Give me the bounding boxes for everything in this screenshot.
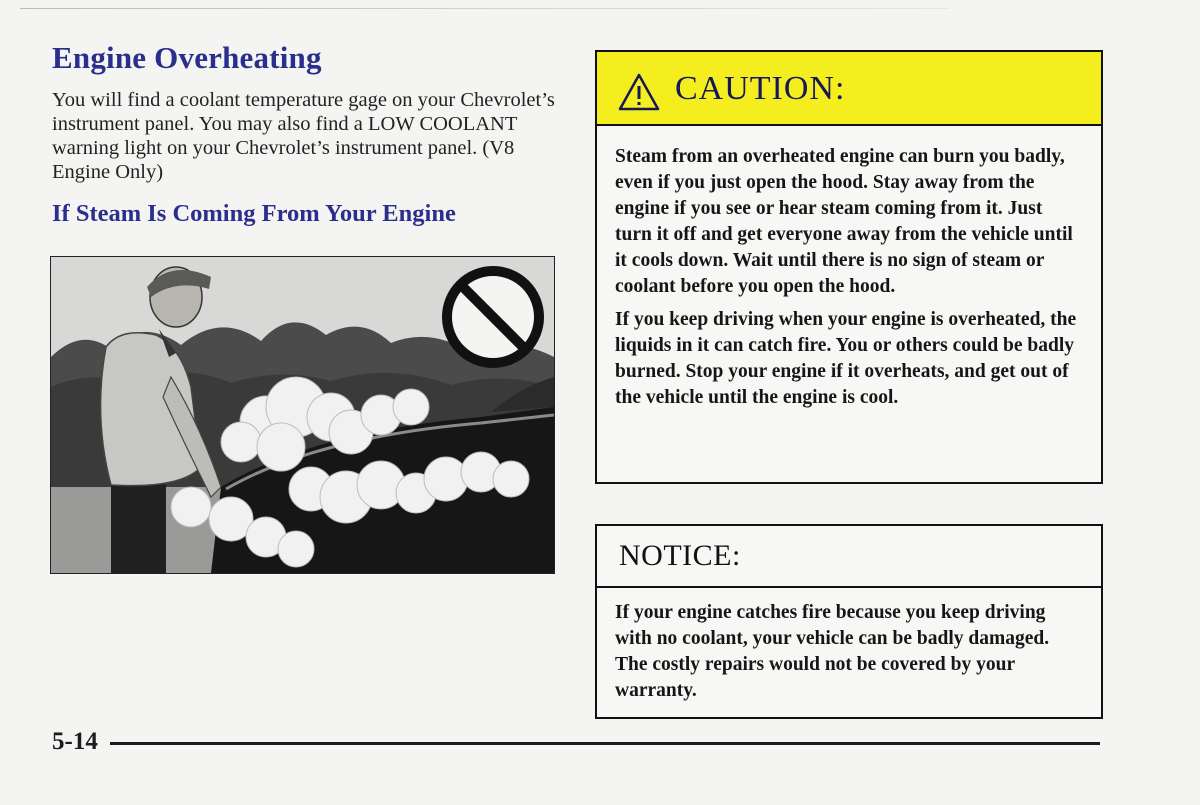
notice-paragraph: If your engine catches fire because you keep driving with no coolant, your vehicle can be badly damaged. The costly repairs would not be covered by your warranty. — [615, 602, 1050, 701]
caution-title: CAUTION: — [675, 70, 846, 107]
prohibited-icon — [447, 271, 539, 363]
caution-body — [597, 126, 1101, 411]
page-number: 5-14 — [52, 728, 98, 755]
steam-engine-illustration — [50, 256, 555, 574]
caution-paragraph: Steam from an overheated engine can burn you badly, even if you just open the hood. Stay away from the engine if you see or hear steam coming from it. Just turn it off and get everyone away from the vehicle until it cools down. Wait until there is no sign of steam or coolant before you open the hood. — [615, 146, 1073, 297]
notice-body — [597, 588, 1101, 704]
caution-box — [595, 50, 1103, 484]
intro-paragraph: You will find a coolant temperature gage on your Chevrolet’s instrument panel. You may also find a LOW COOLANT warning light on your Chevrolet’s instrument panel. (V8 Engine Only) — [52, 89, 555, 183]
section-subheading: If Steam Is Coming From Your Engine — [52, 200, 456, 227]
notice-header — [597, 526, 1101, 588]
page-heading: Engine Overheating — [52, 40, 322, 75]
notice-title: NOTICE: — [619, 539, 741, 572]
bottom-rule — [110, 742, 1100, 745]
notice-box — [595, 524, 1103, 719]
top-rule — [20, 8, 950, 9]
caution-header — [597, 52, 1101, 126]
warning-triangle-icon — [617, 72, 661, 112]
caution-paragraph: If you keep driving when your engine is overheated, the liquids in it can catch fire. You or others could be badly burned. Stop your engine if it overheats, and get out of the vehicle until the engine is cool. — [615, 309, 1077, 408]
